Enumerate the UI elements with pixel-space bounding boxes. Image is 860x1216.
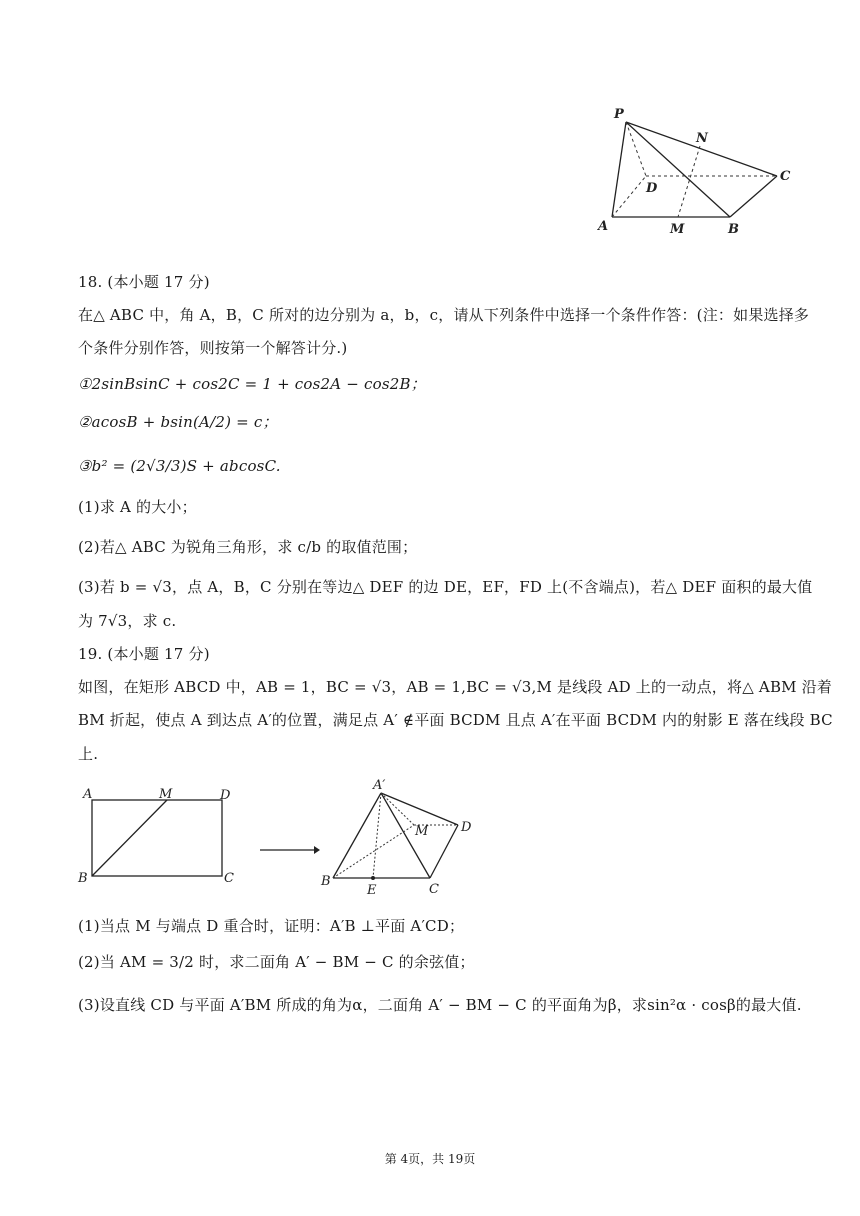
label-N: N — [696, 131, 708, 146]
q18-part-1: (1)求 A 的大小； — [78, 498, 197, 516]
q19-text-line-3: 上. — [78, 745, 99, 763]
label-E: E — [367, 883, 377, 898]
q18-part-3-line-2: 为 7√3，求 c. — [78, 612, 177, 630]
label-D: D — [461, 820, 472, 835]
label-B: B — [728, 222, 739, 237]
label-B: B — [321, 874, 331, 889]
label-D: D — [220, 788, 231, 803]
folded-figure — [315, 775, 485, 900]
label-P: P — [614, 107, 624, 122]
q19-header: 19. (本小题 17 分) — [78, 645, 210, 663]
q18-intro-line-1: 在△ ABC 中，角 A，B，C 所对的边分别为 a，b，c，请从下列条件中选择一个条件作答：(注：如果选择多 — [78, 306, 810, 324]
label-M: M — [159, 787, 173, 802]
label-A-prime: A′ — [373, 778, 386, 793]
q18-condition-2: ②acosB + bsin(A/2) = c； — [78, 413, 278, 431]
q19-part-1: (1)当点 M 与端点 D 重合时，证明：A′B ⊥平面 A′CD； — [78, 917, 465, 935]
rectangle-figure — [75, 780, 245, 890]
label-M: M — [670, 222, 685, 237]
q18-condition-1: ①2sinBsinC + cos2C = 1 + cos2A − cos2B； — [78, 375, 426, 393]
q19-part-3: (3)设直线 CD 与平面 A′BM 所成的角为α，二面角 A′ − BM − C 的平面角为β，求sin²α · cosβ的最大值. — [78, 996, 802, 1014]
label-C: C — [780, 169, 791, 184]
q18-part-2: (2)若△ ABC 为锐角三角形，求 c/b 的取值范围； — [78, 538, 418, 556]
q18-intro-line-2: 个条件分别作答，则按第一个解答计分.) — [78, 339, 348, 357]
q19-part-2: (2)当 AM = 3/2 时，求二面角 A′ − BM − C 的余弦值； — [78, 953, 475, 971]
pyramid-figure — [590, 100, 800, 240]
q18-header: 18. (本小题 17 分) — [78, 273, 210, 291]
label-B: B — [78, 871, 88, 886]
label-M: M — [415, 824, 429, 839]
q19-text-line-1: 如图，在矩形 ABCD 中，AB = 1，BC = √3，AB = 1,BC = √3,M 是线段 AD 上的一动点，将△ ABM 沿着 — [78, 678, 833, 696]
arrow-icon — [258, 843, 322, 857]
label-C: C — [429, 882, 439, 897]
label-A: A — [598, 219, 609, 234]
label-D: D — [646, 181, 658, 196]
label-A: A — [83, 787, 93, 802]
page-footer: 第 4页，共 19页 — [384, 1152, 476, 1166]
q19-text-line-2: BM 折起，使点 A 到达点 A′的位置，满足点 A′ ∉平面 BCDM 且点 A′在平面 BCDM 内的射影 E 落在线段 BC — [78, 711, 833, 729]
label-C: C — [224, 871, 234, 886]
q18-condition-3: ③b² = (2√3/3)S + abcosC. — [78, 457, 281, 475]
q18-part-3-line-1: (3)若 b = √3，点 A，B，C 分别在等边△ DEF 的边 DE，EF，FD 上(不含端点)，若△ DEF 面积的最大值 — [78, 578, 813, 596]
